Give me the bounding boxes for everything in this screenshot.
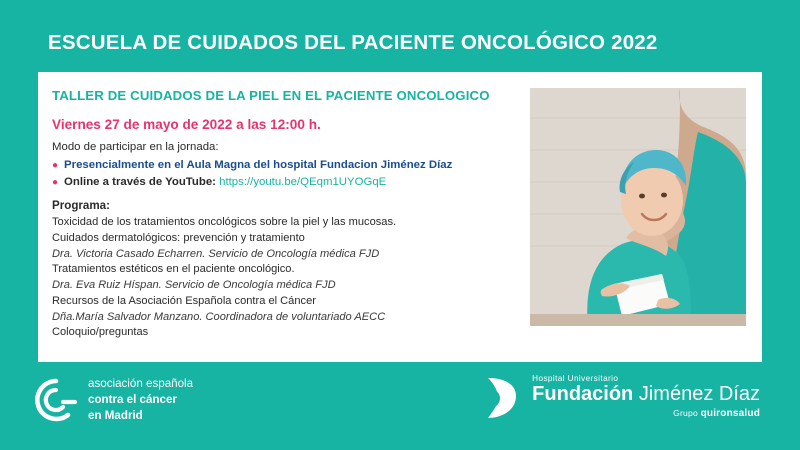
youtube-link[interactable]: https://youtu.be/QEqm1UYOGqE [219,176,387,188]
fjd-line-bold: Fundación [532,383,634,405]
aecc-wordmark [88,376,193,424]
aecc-mark-icon [34,378,78,422]
program-item-speaker: Dra. Victoria Casado Echarren. Servicio de Oncología médica FJD [52,247,380,260]
event-date: Viernes 27 de mayo de 2022 a las 12:00 h. [52,117,321,132]
list-item [52,159,522,172]
content-text-column [52,88,522,341]
aecc-line-1: asociación española [88,377,194,390]
program-label: Programa: [52,199,110,212]
program-item-speaker: Dña.María Salvador Manzano. Coordinadora de voluntariado AECC [52,310,386,323]
program-item: Recursos de la Asociación Española contra el Cáncer [52,294,316,307]
fjd-wordmark [532,374,760,419]
participation-option-online [64,176,386,188]
list-item [52,176,522,189]
program-item-speaker: Dra. Eva Ruiz Híspan. Servicio de Oncología médica FJD [52,279,336,291]
program-item: Coloquio/preguntas [52,326,149,339]
bullet-dot-icon: ● [52,160,59,171]
participation-options [52,159,522,189]
fjd-line-small: Hospital Universitario [532,374,619,383]
fjd-mark-icon [480,374,522,422]
poster-header [0,22,800,64]
fjd-group-prefix: Grupo [673,408,698,418]
program-item: Cuidados dermatológicos: prevención y tratamiento [52,231,305,244]
program-item: Tratamientos estéticos en el paciente oncológico. [52,263,295,276]
fjd-group-name: quironsalud [700,408,760,419]
fjd-logo [480,374,760,422]
program-item: Toxicidad de los tratamientos oncológicos sobre la piel y las mucosas. [52,216,397,228]
workshop-title: TALLER DE CUIDADOS DE LA PIEL EN EL PACIENTE ONCOLOGICO [52,88,490,103]
aecc-line-3: en Madrid [88,408,143,422]
participation-option-online-label: Online a través de YouTube: [64,176,220,188]
aecc-logo [34,376,193,424]
poster-footer [0,362,800,450]
page-title: ESCUELA DE CUIDADOS DEL PACIENTE ONCOLÓGICO 2022 [48,31,658,54]
content-panel [38,72,762,362]
patient-photo [530,88,746,326]
aecc-line-2: contra el cáncer [88,392,177,406]
participation-label: Modo de participar en la jornada: [52,141,219,153]
participation-option-onsite: Presencialmente en el Aula Magna del hospital Fundacion Jiménez Díaz [64,159,453,171]
program-list [52,215,522,341]
fjd-line-regular: Jiménez Díaz [638,383,760,405]
bullet-dot-icon: ● [52,177,59,188]
